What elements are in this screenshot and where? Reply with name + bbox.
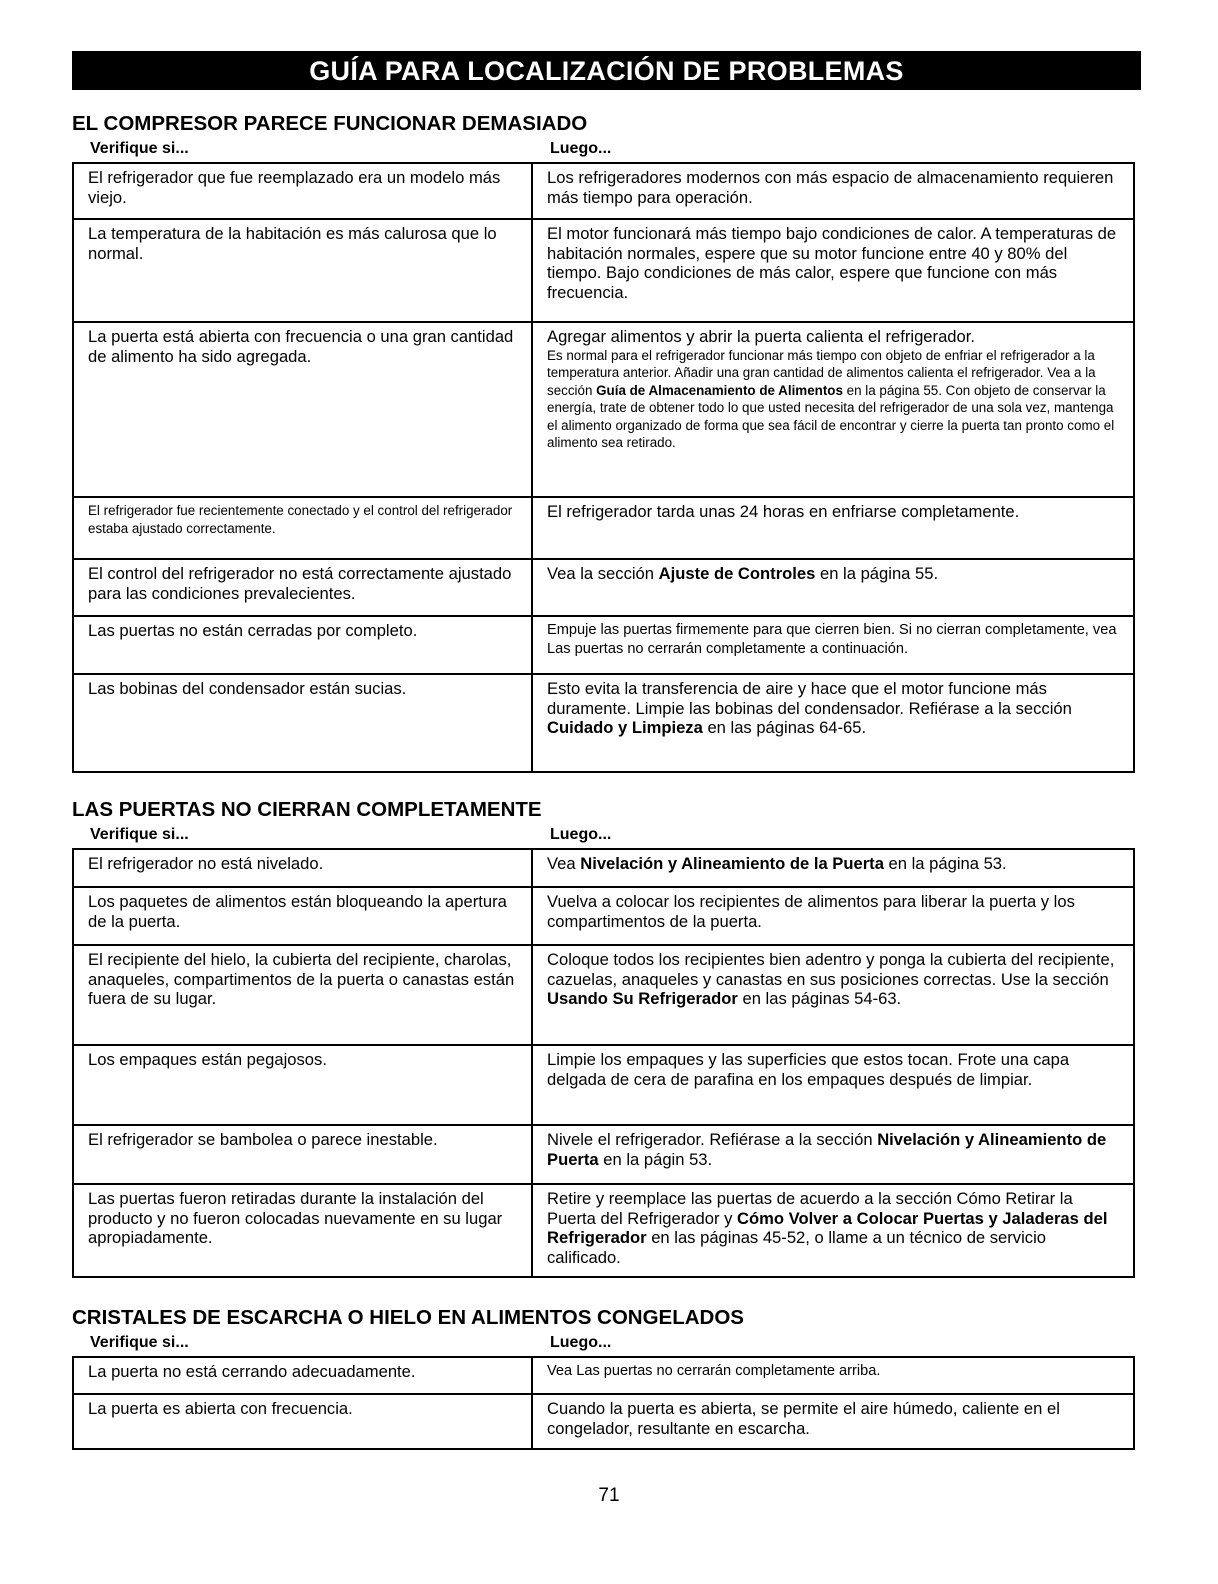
then-cell	[532, 219, 1134, 322]
text-segment: Esto evita la transferencia de aire y hace que el motor funcione más duramente. Limpie las bobinas del condensador. Refiérase a la sección	[547, 679, 1072, 718]
table-row	[73, 616, 1134, 674]
table-row	[73, 674, 1134, 772]
text-segment: Vea la sección	[547, 564, 659, 583]
check-cell: El refrigerador que fue reemplazado era un modelo más viejo.	[73, 163, 532, 219]
column-header-check: Verifique si...	[90, 140, 189, 157]
text-segment: en las páginas 54-63.	[737, 989, 902, 1008]
bold-reference: Cuidado y Limpieza	[547, 718, 703, 737]
then-cell	[532, 1357, 1134, 1394]
text-segment: Vea	[547, 854, 581, 873]
check-cell: La temperatura de la habitación es más calurosa que lo normal.	[73, 219, 532, 322]
check-cell: El refrigerador se bambolea o parece inestable.	[73, 1125, 532, 1184]
bold-reference: Guía de Almacenamiento de Alimentos	[596, 382, 843, 398]
text-segment: Cuando la puerta es abierta, se permite el aire húmedo, caliente en el congelador, resultante en escarcha.	[547, 1399, 1060, 1438]
bold-reference: Nivelación y Alineamiento de la Puerta	[580, 854, 884, 873]
text-segment: Retire y reemplace las puertas de acuerdo a la sección Cómo Retirar la Puerta del Refrigerador y	[547, 1189, 1073, 1228]
text-segment: en las páginas 45-52, o llame a un técnico de servicio calificado.	[547, 1228, 1047, 1267]
then-cell	[532, 1184, 1134, 1277]
text-segment: en la página 55. Con objeto de conservar la energía, trate de obtener todo lo que usted necesita del refrigerador de una sola vez, mantenga el alimento organizado de forma que sea fácil de encontrar y cierre la puerta tan pronto como el alimento sea retirado.	[547, 382, 1115, 450]
check-cell: La puerta no está cerrando adecuadamente.	[73, 1357, 532, 1394]
table-row	[73, 497, 1134, 559]
table-row	[73, 1394, 1134, 1449]
table-row	[73, 1125, 1134, 1184]
table-row	[73, 1184, 1134, 1277]
troubleshooting-table	[72, 848, 1135, 1278]
section-doors	[72, 798, 1138, 1278]
check-cell: Las puertas no están cerradas por completo.	[73, 616, 532, 674]
check-cell: La puerta está abierta con frecuencia o una gran cantidad de alimento ha sido agregada.	[73, 322, 532, 497]
then-cell	[532, 616, 1134, 674]
column-header-check: Verifique si...	[90, 826, 189, 843]
then-detail-text	[547, 347, 1119, 452]
table-row	[73, 1045, 1134, 1125]
text-segment: Es normal para el refrigerador funcionar más tiempo con objeto de enfriar el refrigerador a la temperatura anterior. Añadir una gran cantidad de alimentos calienta el refrigerador. Vea a la sección	[547, 347, 1096, 398]
column-header-then: Luego...	[550, 826, 612, 843]
then-cell	[532, 1045, 1134, 1125]
table-row	[73, 849, 1134, 887]
bold-reference: Nivelación y Alineamiento de Puerta	[547, 1130, 1107, 1169]
then-cell	[532, 1394, 1134, 1449]
check-cell: El refrigerador fue recientemente conectado y el control del refrigerador estaba ajustado correctamente.	[73, 497, 532, 559]
text-segment: Limpie los empaques y las superficies que estos tocan. Frote una capa delgada de cera de parafina en los empaques después de limpiar.	[547, 1050, 1070, 1089]
then-cell	[532, 163, 1134, 219]
troubleshooting-table	[72, 162, 1135, 773]
then-cell	[532, 559, 1134, 616]
text-segment: en la págin 53.	[598, 1149, 713, 1169]
then-cell	[532, 322, 1134, 497]
check-cell: El control del refrigerador no está correctamente ajustado para las condiciones prevalecientes.	[73, 559, 532, 616]
text-segment: El motor funcionará más tiempo bajo condiciones de calor. A temperaturas de habitación normales, espere que su motor funcione entre 40 y 80% del tiempo. Bajo condiciones de más calor, espere que funcione con más frecuencia.	[547, 224, 1117, 302]
check-cell: Las puertas fueron retiradas durante la instalación del producto y no fueron colocadas nuevamente en su lugar apropiadamente.	[73, 1184, 532, 1277]
text-segment: Vea Las puertas no cerrarán completamente arriba.	[547, 1363, 881, 1379]
check-cell: La puerta es abierta con frecuencia.	[73, 1394, 532, 1449]
check-cell: El refrigerador no está nivelado.	[73, 849, 532, 887]
check-cell: Los empaques están pegajosos.	[73, 1045, 532, 1125]
text-segment: Los refrigeradores modernos con más espacio de almacenamiento requieren más tiempo para operación.	[547, 168, 1114, 207]
section-frost	[72, 1306, 1138, 1450]
check-cell: El recipiente del hielo, la cubierta del recipiente, charolas, anaqueles, compartimentos de la puerta o canastas están fuera de su lugar.	[73, 945, 532, 1045]
page-banner: GUÍA PARA LOCALIZACIÓN DE PROBLEMAS	[72, 51, 1141, 90]
table-row	[73, 559, 1134, 616]
bold-reference: Usando Su Refrigerador	[547, 989, 738, 1008]
table-row	[73, 322, 1134, 497]
table-row	[73, 163, 1134, 219]
bold-reference: Ajuste de Controles	[658, 564, 816, 583]
page-number: 71	[598, 1485, 620, 1506]
section-compressor	[72, 112, 1138, 773]
column-header-check: Verifique si...	[90, 1334, 189, 1351]
text-segment: en la página 53.	[883, 854, 1007, 873]
column-header-then: Luego...	[550, 140, 612, 157]
check-cell: Las bobinas del condensador están sucias.	[73, 674, 532, 772]
text-segment: Empuje las puertas firmemente para que cierren bien. Si no cierran completamente, vea Las puertas no cerrarán completamente a continuación.	[547, 622, 1117, 657]
text-segment: Vuelva a colocar los recipientes de alimentos para liberar la puerta y los compartimentos de la puerta.	[547, 892, 1075, 931]
bold-reference: Cómo Volver a Colocar Puertas y Jaladeras del Refrigerador	[547, 1208, 1108, 1247]
then-cell	[532, 1125, 1134, 1184]
section-title: EL COMPRESOR PARECE FUNCIONAR DEMASIADO	[72, 112, 588, 135]
troubleshooting-table	[72, 1356, 1135, 1450]
section-title: LAS PUERTAS NO CIERRAN COMPLETAMENTE	[72, 798, 542, 821]
then-cell	[532, 849, 1134, 887]
text-segment: en las páginas 64-65.	[702, 718, 867, 737]
then-cell	[532, 497, 1134, 559]
then-lead-text: Agregar alimentos y abrir la puerta calienta el refrigerador.	[547, 327, 975, 346]
text-segment: El refrigerador tarda unas 24 horas en enfriarse completamente.	[547, 502, 1020, 521]
table-row	[73, 219, 1134, 322]
text-segment: Nivele el refrigerador. Refiérase a la sección	[547, 1130, 878, 1149]
text-segment: en la página 55.	[815, 564, 939, 583]
check-cell: Los paquetes de alimentos están bloqueando la apertura de la puerta.	[73, 887, 532, 945]
then-cell	[532, 887, 1134, 945]
then-cell	[532, 674, 1134, 772]
section-title: CRISTALES DE ESCARCHA O HIELO EN ALIMENTOS CONGELADOS	[72, 1306, 744, 1329]
table-row	[73, 887, 1134, 945]
text-segment: Coloque todos los recipientes bien adentro y ponga la cubierta del recipiente, cazuelas, anaqueles y canastas en sus posiciones correctas. Use la sección	[547, 950, 1115, 989]
table-row	[73, 1357, 1134, 1394]
then-cell	[532, 945, 1134, 1045]
table-row	[73, 945, 1134, 1045]
column-header-then: Luego...	[550, 1334, 612, 1351]
